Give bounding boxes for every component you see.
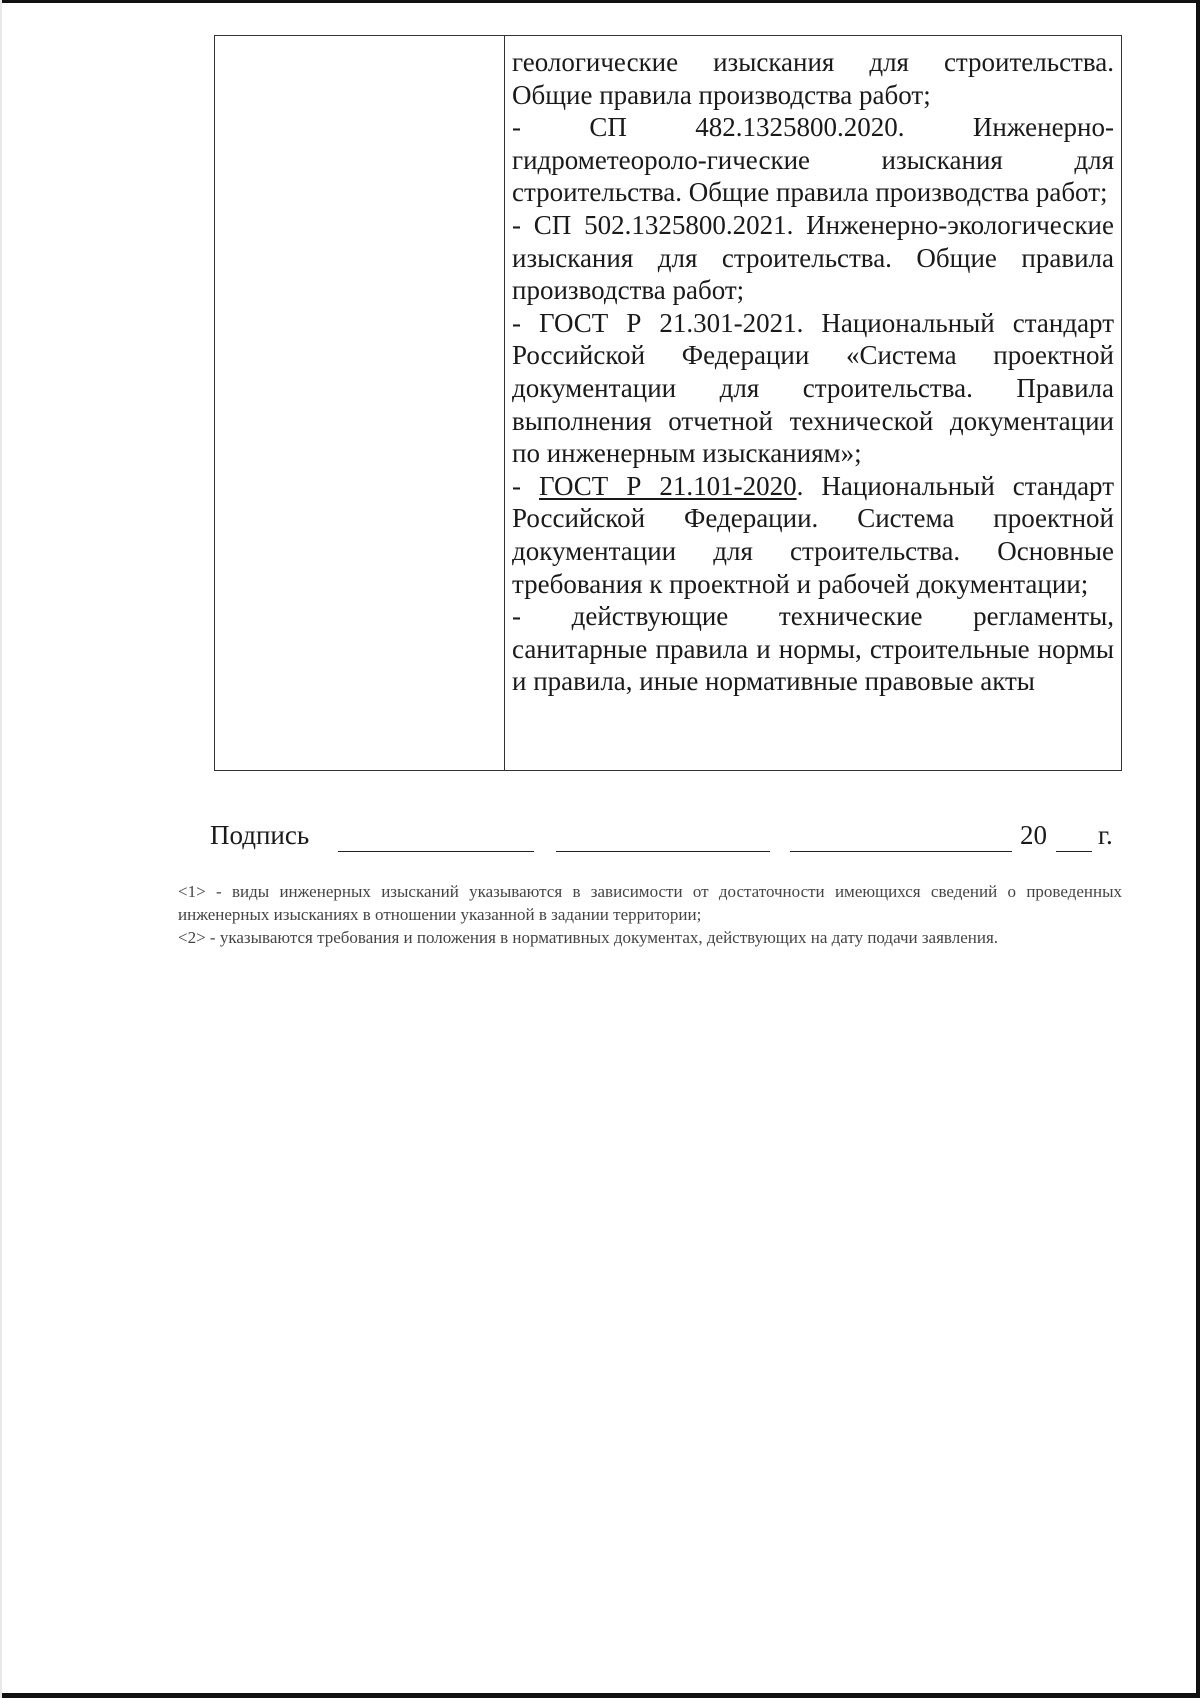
signature-row xyxy=(210,820,1122,860)
scan-edge-bottom xyxy=(0,1693,1200,1698)
paragraph-geologic: геологические изыскания для строительства. Общие правила производства работ; xyxy=(512,47,1114,110)
scan-edge-right xyxy=(1196,0,1200,1698)
signature-label: Подпись xyxy=(210,820,310,850)
paragraph-sp-482: - СП 482.1325800.2020. Инженерно-гидрометеороло-гические изыскания для строительства. Общие правила производства работ; xyxy=(512,112,1114,208)
paragraph-sp-502: - СП 502.1325800.2021. Инженерно-экологические изыскания для строительства. Общие правила производства работ; xyxy=(512,209,1114,306)
paragraph-gost-101 xyxy=(512,470,1114,600)
footnote-1: <1> - виды инженерных изысканий указываются в зависимости от достаточности имеющихся сведений о проведенных инженерных изысканиях в отношении указанной в задании территории; xyxy=(178,882,1122,924)
signature-blank-1 xyxy=(338,851,534,852)
scan-edge-left xyxy=(0,0,2,1698)
footnote-2: <2> - указываются требования и положения в нормативных документах, действующих на дату подачи заявления. xyxy=(178,928,999,947)
requirements-table xyxy=(214,35,1122,771)
table-right-cell xyxy=(512,46,1114,698)
year-blank xyxy=(1056,851,1092,852)
year-suffix: г. xyxy=(1098,820,1113,850)
year-prefix: 20 xyxy=(1020,820,1047,850)
paragraph-gost-301: - ГОСТ Р 21.301-2021. Национальный стандарт Российской Федерации «Система проектной документации для строительства. Правила выполнения отчетной технической документации по инженерным изысканиям»; xyxy=(512,307,1114,469)
gost-101-prefix: - xyxy=(512,470,540,501)
gost-101-link[interactable]: ГОСТ Р 21.101-2020 xyxy=(539,470,797,501)
signature-blank-2 xyxy=(556,851,770,852)
footnotes xyxy=(178,880,1122,949)
scan-edge-top xyxy=(0,0,1200,3)
paragraph-regulations: - действующие технические регламенты, санитарные правила и нормы, строительные нормы и правила, иные нормативные правовые акты xyxy=(512,601,1114,697)
signature-blank-3 xyxy=(790,851,1012,852)
table-left-cell xyxy=(215,36,505,770)
gost-101-text: . Национальный стандарт Российской Федерации. Система проектной документации для строительства. Основные требования к проектной и рабочей документации; xyxy=(512,470,1114,599)
